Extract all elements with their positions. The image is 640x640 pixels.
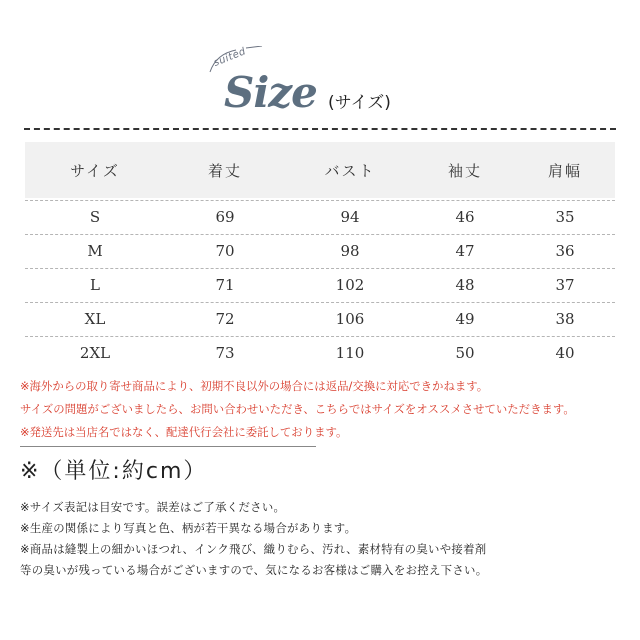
cell-bust: 94 [340, 208, 360, 226]
cell-shoulder: 40 [555, 344, 575, 362]
cell-sleeve: 50 [455, 344, 475, 362]
table-row [25, 268, 615, 302]
unit-label: ※（単位:約cm） [20, 459, 208, 484]
cell-shoulder: 37 [555, 276, 575, 294]
header-sleeve: 袖丈 [447, 161, 482, 180]
cell-length: 71 [215, 276, 235, 294]
cell-size: L [90, 276, 100, 294]
cell-sleeve: 49 [455, 310, 475, 328]
cell-size: XL [84, 310, 106, 328]
header-size: サイズ [70, 161, 120, 180]
cell-shoulder: 36 [555, 242, 575, 260]
cell-bust: 110 [335, 344, 365, 362]
table-row [25, 234, 615, 268]
note-size-guide: ※サイズ表記は目安です。誤差はご了承ください。 [20, 500, 286, 514]
cell-length: 73 [215, 344, 235, 362]
table-row [25, 302, 615, 336]
note-sewing-defects: ※商品は縫製上の細かいほつれ、インク飛び、織りむら、汚れ、素材特有の臭いや接着剤 [20, 542, 487, 556]
cell-sleeve: 46 [455, 208, 475, 226]
cell-size: M [87, 242, 103, 260]
notice-divider [20, 446, 316, 447]
cell-size: 2XL [79, 344, 111, 362]
size-subtitle: (サイズ) [328, 93, 391, 113]
cell-bust: 102 [335, 276, 365, 294]
header-bust: バスト [324, 161, 376, 180]
cell-shoulder: 38 [555, 310, 575, 328]
cell-sleeve: 47 [455, 242, 475, 260]
note-odor: 等の臭いが残っている場合がございますので、気になるお客様はご購入をお控え下さい。 [20, 563, 488, 577]
size-title: Size [224, 68, 317, 117]
top-dashed-divider [24, 128, 616, 130]
cell-length: 72 [215, 310, 235, 328]
notice-return-policy: ※海外からの取り寄せ商品により、初期不良以外の場合には返品/交換に対応できかねます。 [20, 379, 489, 393]
table-row [25, 336, 615, 370]
cell-length: 69 [215, 208, 235, 226]
cell-size: S [89, 208, 101, 226]
table-header-row [25, 142, 615, 198]
cell-sleeve: 48 [455, 276, 475, 294]
cell-bust: 98 [340, 242, 360, 260]
cell-shoulder: 35 [555, 208, 575, 226]
note-color-difference: ※生産の関係により写真と色、柄が若干異なる場合があります。 [20, 521, 357, 535]
brand-suited-text: suited [212, 46, 248, 69]
notice-size-support: サイズの問題がございましたら、お問い合わせいただき、こちらではサイズをオススメさせていただきます。 [20, 402, 575, 416]
cell-length: 70 [215, 242, 235, 260]
notice-shipping: ※発送先は当店名ではなく、配達代行会社に委託しております。 [20, 425, 348, 439]
cell-bust: 106 [335, 310, 365, 328]
header-length: 着丈 [207, 161, 242, 180]
header-shoulder: 肩幅 [547, 161, 582, 180]
table-row [25, 200, 615, 234]
